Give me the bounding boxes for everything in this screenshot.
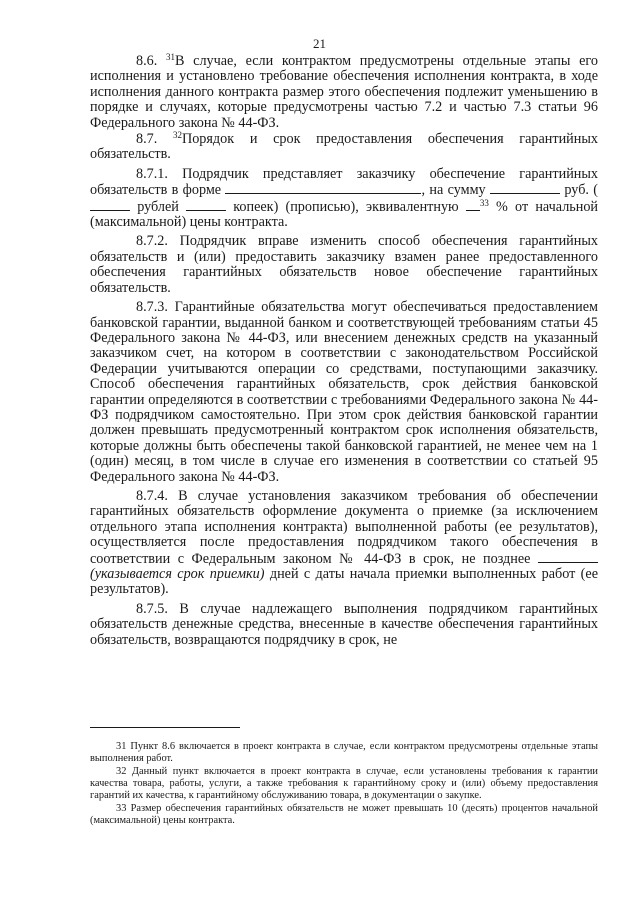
contract-body xyxy=(90,54,598,648)
clause-text: рублей xyxy=(137,198,179,215)
clause-number: 8.7. xyxy=(136,131,158,148)
blank-percent-field[interactable] xyxy=(466,199,480,211)
footnote-number: 31 xyxy=(116,741,127,752)
blank-days-field[interactable] xyxy=(538,551,598,563)
clause-text: В случае, если контрактом предусмотрены отдельные этапы его исполнения и установлено требование обеспечения исполнения контракта, в ходе исполнения данного контракта размер этого обеспечения подлежит уменьшению в порядке и случаях, которые предусмотрены частью 7.2 и частью 7.3 статьи 96 Федерального закона № 44-ФЗ. xyxy=(90,53,598,131)
footnote-text: Пункт 8.6 включается в проект контракта в случае, если контрактом предусмотрены отдельные этапы выполнения работ. xyxy=(90,741,598,764)
clause-text: копеек) (прописью), эквивалентную xyxy=(233,198,459,215)
clause-text: , на сумму xyxy=(421,182,486,199)
blank-rubles-field[interactable] xyxy=(90,199,130,211)
clause-text: Порядок и срок предоставления обеспечения гарантийных обязательств. xyxy=(90,131,598,163)
footnote-number: 33 xyxy=(116,802,127,814)
clause-8-6 xyxy=(90,54,598,131)
clause-text: руб. ( xyxy=(564,182,599,199)
footnote-text: Данный пункт включается в проект контракта в случае, если установлены требования к гарантии качества товара, работы, услуги, а также требования к гарантийному сроку и (или) объему предоставления гарантий их качества, к гарантийному обслуживанию товара, в документации о закупке. xyxy=(90,766,598,801)
blank-kopecks-field[interactable] xyxy=(186,199,226,211)
clause-8-7-4 xyxy=(90,489,598,598)
footnotes xyxy=(90,741,598,828)
clause-8-7-1 xyxy=(90,167,598,231)
clause-text: 8.7.1. Подрядчик представляет заказчику обеспечение гарантийных обязательств в форме xyxy=(90,165,598,199)
footnote-ref[interactable]: 31 xyxy=(165,52,175,62)
footnote-text: Размер обеспечения гарантийных обязательств не может превышать 10 (десять) процентов начальной (максимальной) цены контракта. xyxy=(90,802,598,826)
clause-8-7-3: 8.7.3. Гарантийные обязательства могут обеспечиваться предоставлением банковской гарантии, выданной банком и соответствующей требованиям статьи 45 Федерального закона № 44-ФЗ, или внесением денежных средств на указанный заказчиком счет, на котором в соответствии с законодательством Российской Федерации учитываются операции со средствами, поступающими заказчику. Способ обеспечения гарантийных обязательств, срок действия банковской гарантии определяются в соответствии с требованиями Федерального закона № 44-ФЗ подрядчиком самостоятельно. При этом срок действия банковской гарантии должен превышать предусмотренный контрактом срок исполнения обязательств, которые должны быть обеспечены такой банковской гарантией, не менее чем на 1 (один) месяц, в том числе в случае его изменения в соответствии со статьей 95 Федерального закона № 44-ФЗ. xyxy=(90,299,598,485)
footnote-33 xyxy=(90,803,598,827)
clause-text: дней с даты начала приемки выполненных работ (ее результатов). xyxy=(90,566,599,598)
clause-number: 8.6. xyxy=(136,53,158,69)
clause-text: 8.7.4. В случае установления заказчиком требования об обеспечении гарантийных обязательств оформление документа о приемке (за исключением отдельного этапа исполнения контракта) выполненной работы (ее результатов), осуществляется после предоставления подрядчиком такого обеспечения в соответствии с Федеральным законом № 44-ФЗ в срок, не позднее xyxy=(90,487,598,567)
footnote-32 xyxy=(90,766,598,801)
footnote-number: 32 xyxy=(116,766,127,778)
clause-8-7 xyxy=(90,132,598,163)
footnote-separator xyxy=(90,727,240,728)
clause-8-7-2: 8.7.2. Подрядчик вправе изменить способ обеспечения гарантийных обязательств и (или) предоставить заказчику взамен ранее предоставленного обеспечения гарантийных обязательств новое обеспечение гарантийных обязательств. xyxy=(90,233,598,296)
footnote-ref[interactable]: 32 xyxy=(172,130,182,141)
footnote-31 xyxy=(90,741,598,765)
page-number: 21 xyxy=(313,36,326,51)
clause-8-7-5: 8.7.5. В случае надлежащего выполнения подрядчиком гарантийных обязательств денежные средства, внесенные в качестве обеспечения гарантийных обязательств, возвращаются подрядчику в срок, не xyxy=(90,600,598,648)
clause-text: % от начальной (максимальной) цены контракта. xyxy=(90,198,599,231)
italic-instruction: (указывается срок приемки) xyxy=(90,566,265,582)
blank-form-field[interactable] xyxy=(225,182,421,194)
blank-amount-field[interactable] xyxy=(490,182,560,194)
footnote-ref[interactable]: 33 xyxy=(479,197,489,208)
